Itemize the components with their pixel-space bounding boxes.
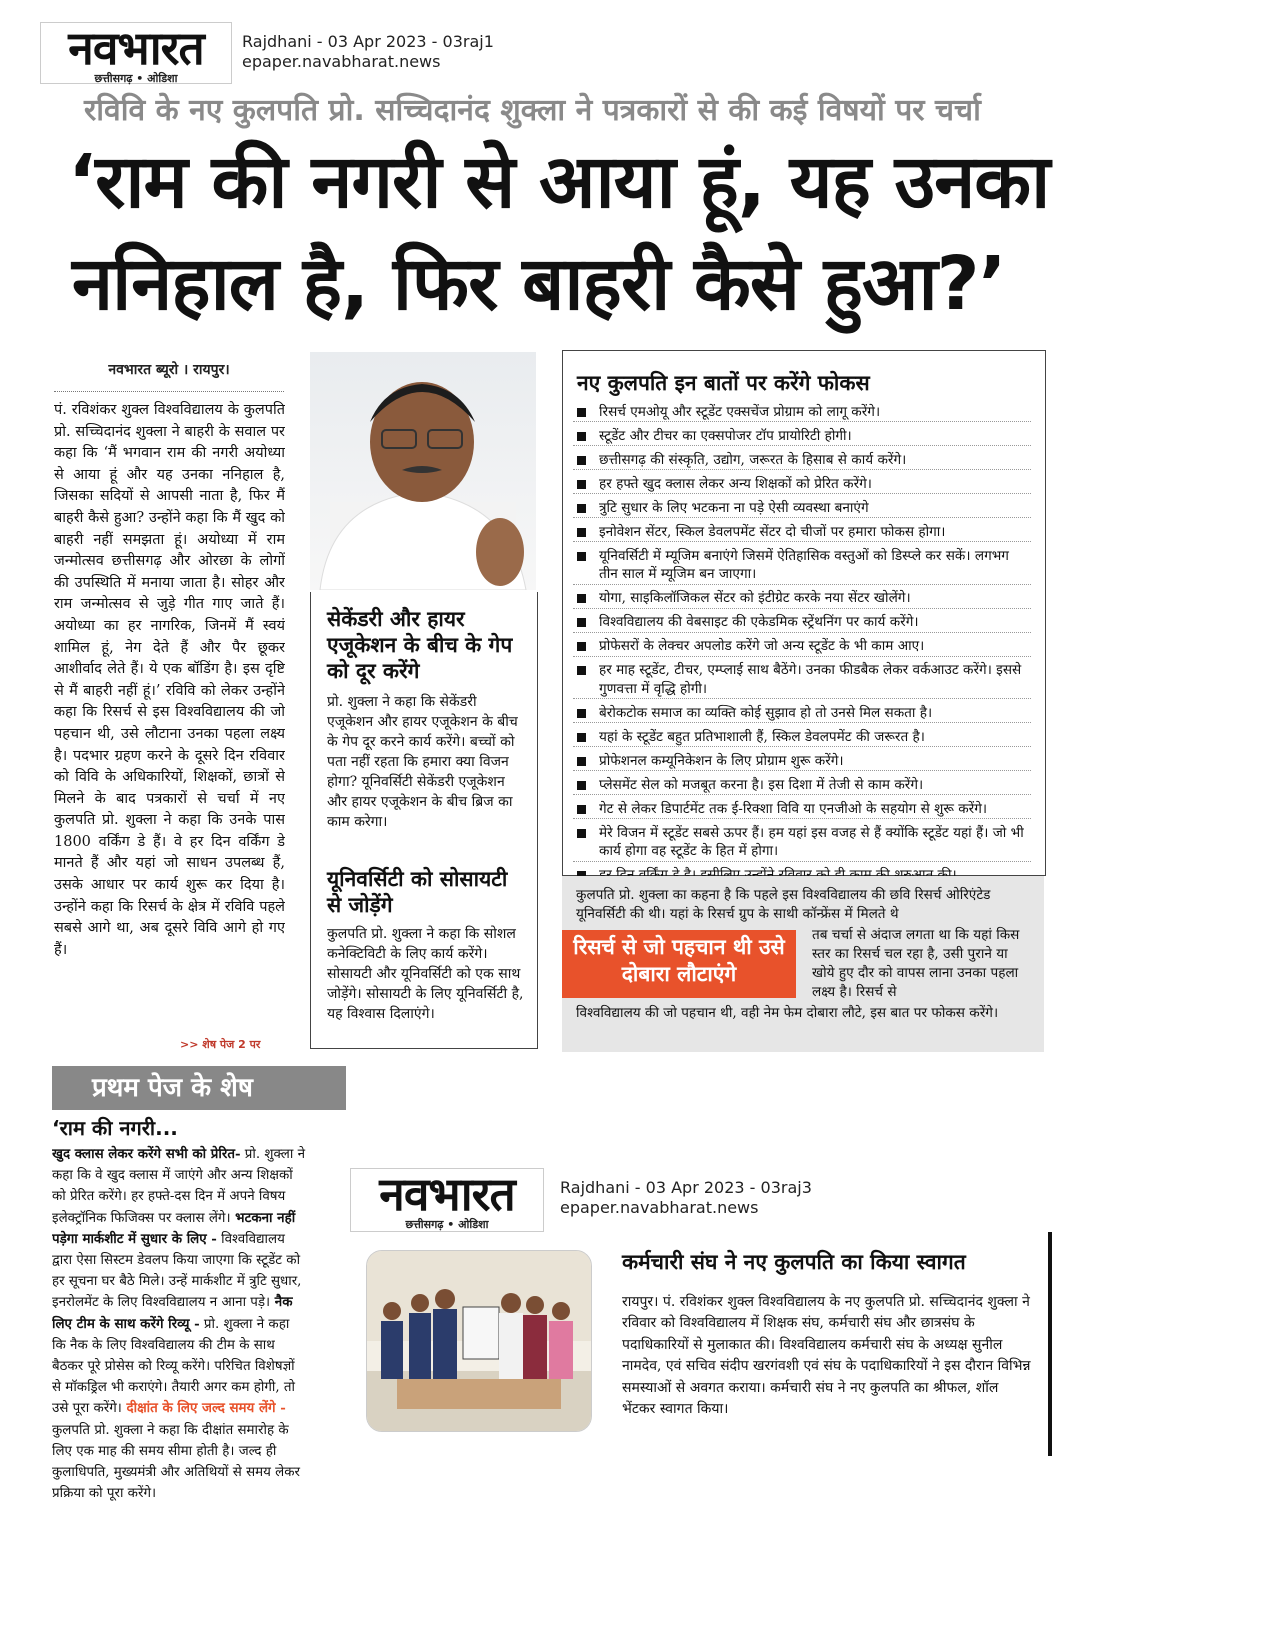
welcome-photo [366,1250,592,1432]
focus-item-text: त्रुटि सुधार के लिए भटकना ना पड़े ऐसी व्यवस्था बनाएंगे [599,500,869,516]
focus-item [573,427,1031,446]
remainder-title: ‘राम की नगरी... [52,1116,178,1140]
bullet-square-icon [577,805,586,814]
remainder-p4: कुलपति प्रो. शुक्ला ने कहा कि दीक्षांत समारोह के लिए एक माह की समय सीमा होती है। जल्द ही कुलाधिपति, मुख्यमंत्री और अतिथियों से समय लेकर प्रक्रिया को पूरा करेंगे। [52,1422,300,1502]
headline-line-1: ‘राम की नगरी से आया हूं, यह उनका [68,139,1050,225]
focus-item-text: प्रोफेशनल कम्यूनिकेशन के लिए प्रोग्राम शुरू करेंगे। [599,752,844,769]
middle-column-box [310,592,538,1049]
masthead-logo-sub: छत्तीसगढ़ • ओडिशा [94,72,178,85]
focus-item-text: विश्वविद्यालय की वेबसाइट की एकेडमिक स्ट्रेंथनिंग पर कार्य करेंगे। [599,614,919,631]
focus-item-text: स्टूडेंट और टीचर का एक्सपोजर टॉप प्रायोरिटी होगी। [599,428,852,444]
bullet-square-icon [577,528,586,537]
focus-item-text: बेरोकटोक समाज का व्यक्ति कोई सुझाव हो तो उनसे मिल सकता है। [599,704,933,721]
bullet-square-icon [577,642,586,651]
focus-item [573,661,1031,699]
story2-divider [1048,1232,1052,1456]
epaper-url[interactable]: epaper.navabharat.news [242,52,441,71]
section-text-society: कुलपति प्रो. शुक्ला ने कहा कि सोशल कनेक्टिविटी के लिए कार्य करेंगे। सोसायटी और यूनिवर्सिटी को एक साथ जोड़ेंगे। सोसायटी के लिए यूनिवर्सिटी है, यह विश्वास दिलाएंगे। [327,926,524,1022]
remainder-p1-heading: खुद क्लास लेकर करेंगे सभी को प्रेरित- [52,1146,241,1162]
remainder-text [52,1144,306,1649]
focus-item-text: हर माह स्टूडेंट, टीचर, एम्प्लाई साथ बैठेंगे। उनका फीडबैक लेकर वर्कआउट करेंगे। इससे गुणवत्ता में वृद्धि होगी। [599,662,1022,697]
bullet-square-icon [577,504,586,513]
focus-item [573,547,1031,585]
focus-item-text: हर हफ्ते खुद क्लास लेकर अन्य शिक्षकों को प्रेरित करेंगे। [599,476,872,492]
masthead-second-logo: नवभारत [379,1167,515,1221]
bullet-square-icon [577,757,586,766]
research-highlight: रिसर्च से जो पहचान थी उसे दोबारा लौटाएंगे [562,930,796,998]
edition-info-second [560,1178,812,1218]
bullet-square-icon [577,432,586,441]
research-box [562,876,1044,1052]
focus-item [573,637,1031,656]
byline: नवभारत ब्यूरो । रायपुर। [54,360,284,392]
bullet-square-icon [577,733,586,742]
research-intro: कुलपति प्रो. शुक्ला का कहना है कि पहले इस विश्वविद्यालय की छवि रिसर्च ओरिएंटेड यूनिवर्सिटी की थी। यहां के रिसर्च ग्रुप के साथी कॉन्फ्रेंस में मिलते थे [576,887,991,922]
bullet-square-icon [577,594,586,603]
masthead-second-logo-sub: छत्तीसगढ़ • ओडिशा [405,1218,489,1231]
remainder-p3-heading: नैक लिए टीम के साथ करेंगे रिव्यू - [52,1294,293,1332]
remainder-p1: प्रो. शुक्ला ने कहा कि वे खुद क्लास में जाएंगे और अन्य शिक्षकों को प्रेरित करेंगे। हर हफ्ते-दस दिन में अपने विषय इलेक्ट्रॉनिक फिजिक्स पर क्लास लेंगे। [52,1147,306,1226]
edition-line: Rajdhani - 03 Apr 2023 - 03raj1 [242,32,494,51]
focus-item [573,752,1031,771]
headline-line-2: ननिहाल है, फिर बाहरी कैसे हुआ?’ [72,241,1006,327]
focus-item-text: गेट से लेकर डिपार्टमेंट तक ई-रिक्शा विवि या एनजीओ के सहयोग से शुरू करेंगे। [599,800,988,817]
section-title-society: यूनिवर्सिटी को सोसायटी से जोड़ेंगे [327,867,508,917]
bullet-square-icon [577,552,586,561]
focus-item [573,589,1031,608]
story2-text: रायपुर। पं. रविशंकर शुक्ल विश्वविद्यालय के नए कुलपति प्रो. सच्चिदानंद शुक्ला ने रविवार को विश्वविद्यालय में शिक्षक संघ, कर्मचारी संघ और छात्रसंघ के पदाधिकारियों से मुलाकात की। विश्वविद्यालय कर्मचारी संघ के अध्यक्ष सुनील नामदेव, एवं सचिव संदीप खरगंवशी एवं संघ के पदाधिकारियों ने इस दौरान विभिन्न समस्याओं से अवगत कराया। कर्मचारी संघ ने नए कुलपति का श्रीफल, शॉल भेंटकर स्वागत किया। [622,1294,1031,1418]
focus-item [573,523,1031,542]
focus-item [573,499,1031,518]
epaper-url-second[interactable]: epaper.navabharat.news [560,1198,759,1217]
research-side-text: तब चर्चा से अंदाज लगता था कि यहां किस स्तर का रिसर्च चल रहा है, उसी पुराने या खोये हुए दौर को वापस लाना उनका पहला लक्ष्य है। रिसर्च से [812,927,1020,1000]
edition-info [242,32,494,72]
bullet-square-icon [577,618,586,627]
focus-item-text: इनोवेशन सेंटर, स्किल डेवलपमेंट सेंटर दो चीजों पर हमारा फोकस होगा। [599,524,946,540]
masthead-logo: नवभारत [68,21,204,75]
focus-item [573,403,1031,422]
bullet-square-icon [577,709,586,718]
focus-item [573,824,1031,862]
edition-line-second: Rajdhani - 03 Apr 2023 - 03raj3 [560,1178,812,1197]
remainder-p4-heading: दीक्षांत के लिए जल्द समय लेंगे - [121,1400,286,1417]
focus-item [573,451,1031,470]
bullet-square-icon [577,408,586,417]
story2-title: कर्मचारी संघ ने नए कुलपति का किया स्वागत [622,1250,966,1274]
section-title-education-gap: सेकेंडरी और हायर एजूकेशन के बीच के गेप को दूर करेंगे [327,607,513,683]
focus-item-text: यहां के स्टूडेंट बहुत प्रतिभाशाली हैं, स्किल डेवलपमेंट की जरूरत है। [599,728,925,745]
focus-item-text: प्रोफेसरों के लेक्चर अपलोड करेंगे जो अन्य स्टूडेंट के भी काम आए। [599,638,925,655]
section-text-education-gap: प्रो. शुक्ला ने कहा कि सेकेंडरी एजूकेशन और हायर एजूकेशन के बीच के गेप दूर करने कार्य करेंगे। बच्चों को पता नहीं रहता कि हमारा क्या विजन होगा? यूनिवर्सिटी सेकेंडरी एजूकेशन और हायर एजूकेशन के बीच ब्रिज का काम करेगा। [327,694,518,830]
remainder-p2: विश्वविद्यालय द्वारा ऐसा सिस्टम डेवलप किया जाएगा कि स्टूडेंट को हर सूचना घर बैठे मिले। उन्हें मार्कशीट में त्रुटि सुधार, इनरोलमेंट के लिए विश्वविद्यालय न आना पड़े। [52,1231,302,1311]
focus-item [573,613,1031,632]
research-end-text: विश्वविद्यालय की जो पहचान थी, वही नेम फेम दोबारा लौटे, इस बात पर फोकस करेंगे। [576,1005,999,1021]
bullet-square-icon [577,829,586,838]
remainder-p3: प्रो. शुक्ला ने कहा कि नैक के लिए विश्वविद्यालय की टीम के साथ बैठकर पूरे प्रोसेस को रिव्यू करेंगे। परिचित विशेषज्ञों से मॉकड्रिल भी कराएंगे। तैयारी अगर कम होगी, तो उसे पूरा करेंगे। [52,1316,295,1417]
focus-title: नए कुलपति इन बातों पर करेंगे फोकस [577,371,870,395]
focus-item-text: रिसर्च एमओयू और स्टूडेंट एक्सचेंज प्रोग्राम को लागू करेंगे। [599,404,881,420]
bullet-square-icon [577,456,586,465]
focus-item [573,776,1031,795]
focus-item [573,800,1031,819]
focus-item-text: छत्तीसगढ़ की संस्कृति, उद्योग, जरूरत के हिसाब से कार्य करेंगे। [599,452,907,468]
kicker: रविवि के नए कुलपति प्रो. सच्चिदानंद शुक्ला ने पत्रकारों से की कई विषयों पर चर्चा [84,93,981,128]
bullet-square-icon [577,480,586,489]
vice-chancellor-photo [310,352,536,590]
focus-item [573,475,1031,494]
focus-item-text: यूनिवर्सिटी में म्यूजिम बनाएंगे जिसमें ऐतिहासिक वस्तुओं को डिस्प्ले कर सकें। लगभग तीन साल में म्यूजिम बन जाएगा। [599,548,1009,583]
focus-box [562,350,1046,876]
bullet-square-icon [577,781,586,790]
masthead-second [350,1168,544,1232]
focus-item [573,728,1031,747]
bullet-square-icon [577,666,586,675]
focus-item [573,704,1031,723]
focus-item-text: प्लेसमेंट सेल को मजबूत करना है। इस दिशा में तेजी से काम करेंगे। [599,776,924,793]
focus-list [573,403,1031,890]
masthead-top [40,22,232,84]
remainder-band: प्रथम पेज के शेष [52,1066,346,1110]
remainder-p2-heading: भटकना नहीं पड़ेगा मार्कशीट में सुधार के लिए - [52,1209,296,1247]
focus-item-text: योगा, साइकिलॉजिकल सेंटर को इंटीग्रेट करके नया सेंटर खोलेंगे। [599,590,911,607]
group-photo-illustration [367,1251,591,1431]
continued-note[interactable]: >> शेष पेज 2 पर [180,1038,261,1051]
focus-item-text: मेरे विजन में स्टूडेंट सबसे ऊपर हैं। हम यहां इस वजह से हैं क्योंकि स्टूडेंट यहां हैं। जो भी कार्य होगा वह स्टूडेंट के हित में होगा। [599,824,1024,860]
main-story: पं. रविशंकर शुक्ल विश्वविद्यालय के कुलपति प्रो. सच्चिदानंद शुक्ला ने बाहरी के सवाल पर कहा कि ‘मैं भगवान राम की नगरी अयोध्या से आया हूं और यह उनका ननिहाल है, जिसका सदियों से आपसी नाता है, फिर मैं बाहरी कैसे हुआ? उन्होंने कहा कि मैं खुद को बाहरी नहीं समझता हूं। अयोध्या में राम जन्मोत्सव छत्तीसगढ़ और ओरछा के लोगों की उपस्थिति में मनाया जाता है। सोहर और राम जन्मोत्सव से जुड़े गीत गाए जाते हैं। अयोध्या का हर नागरिक, जिनमें मैं स्वयं शामिल हूं, नेग देते हैं और पैर छूकर आशीर्वाद लेते हैं। ये एक बॉडिंग है। इस दृष्टि से मैं बाहरी नहीं हूं।’ रविवि को लेकर उन्होंने कहा कि रिसर्च से इस विश्वविद्यालय की जो पहचान थी, उसे लौटाना उनका पहला लक्ष्य है। पदभार ग्रहण करने के दूसरे दिन रविवार को विवि के अधिकारियों, शिक्षकों, छात्रों से मिलने के बाद पत्रकारों से चर्चा में नए कुलपति प्रो. शुक्ला ने कहा कि उनके पास 1800 वर्किंग डे हैं। वे हर दिन वर्किंग डे मानते हैं और यहां जो साधन उपलब्ध हैं, उसके आधार पर कार्य शुरू कर दिया है। उन्होंने कहा कि रिसर्च के क्षेत्र में रविवि पहले सबसे आगे था, अब दूसरे विवि आगे हो गए हैं। [54,402,285,958]
portrait-illustration [310,352,536,590]
